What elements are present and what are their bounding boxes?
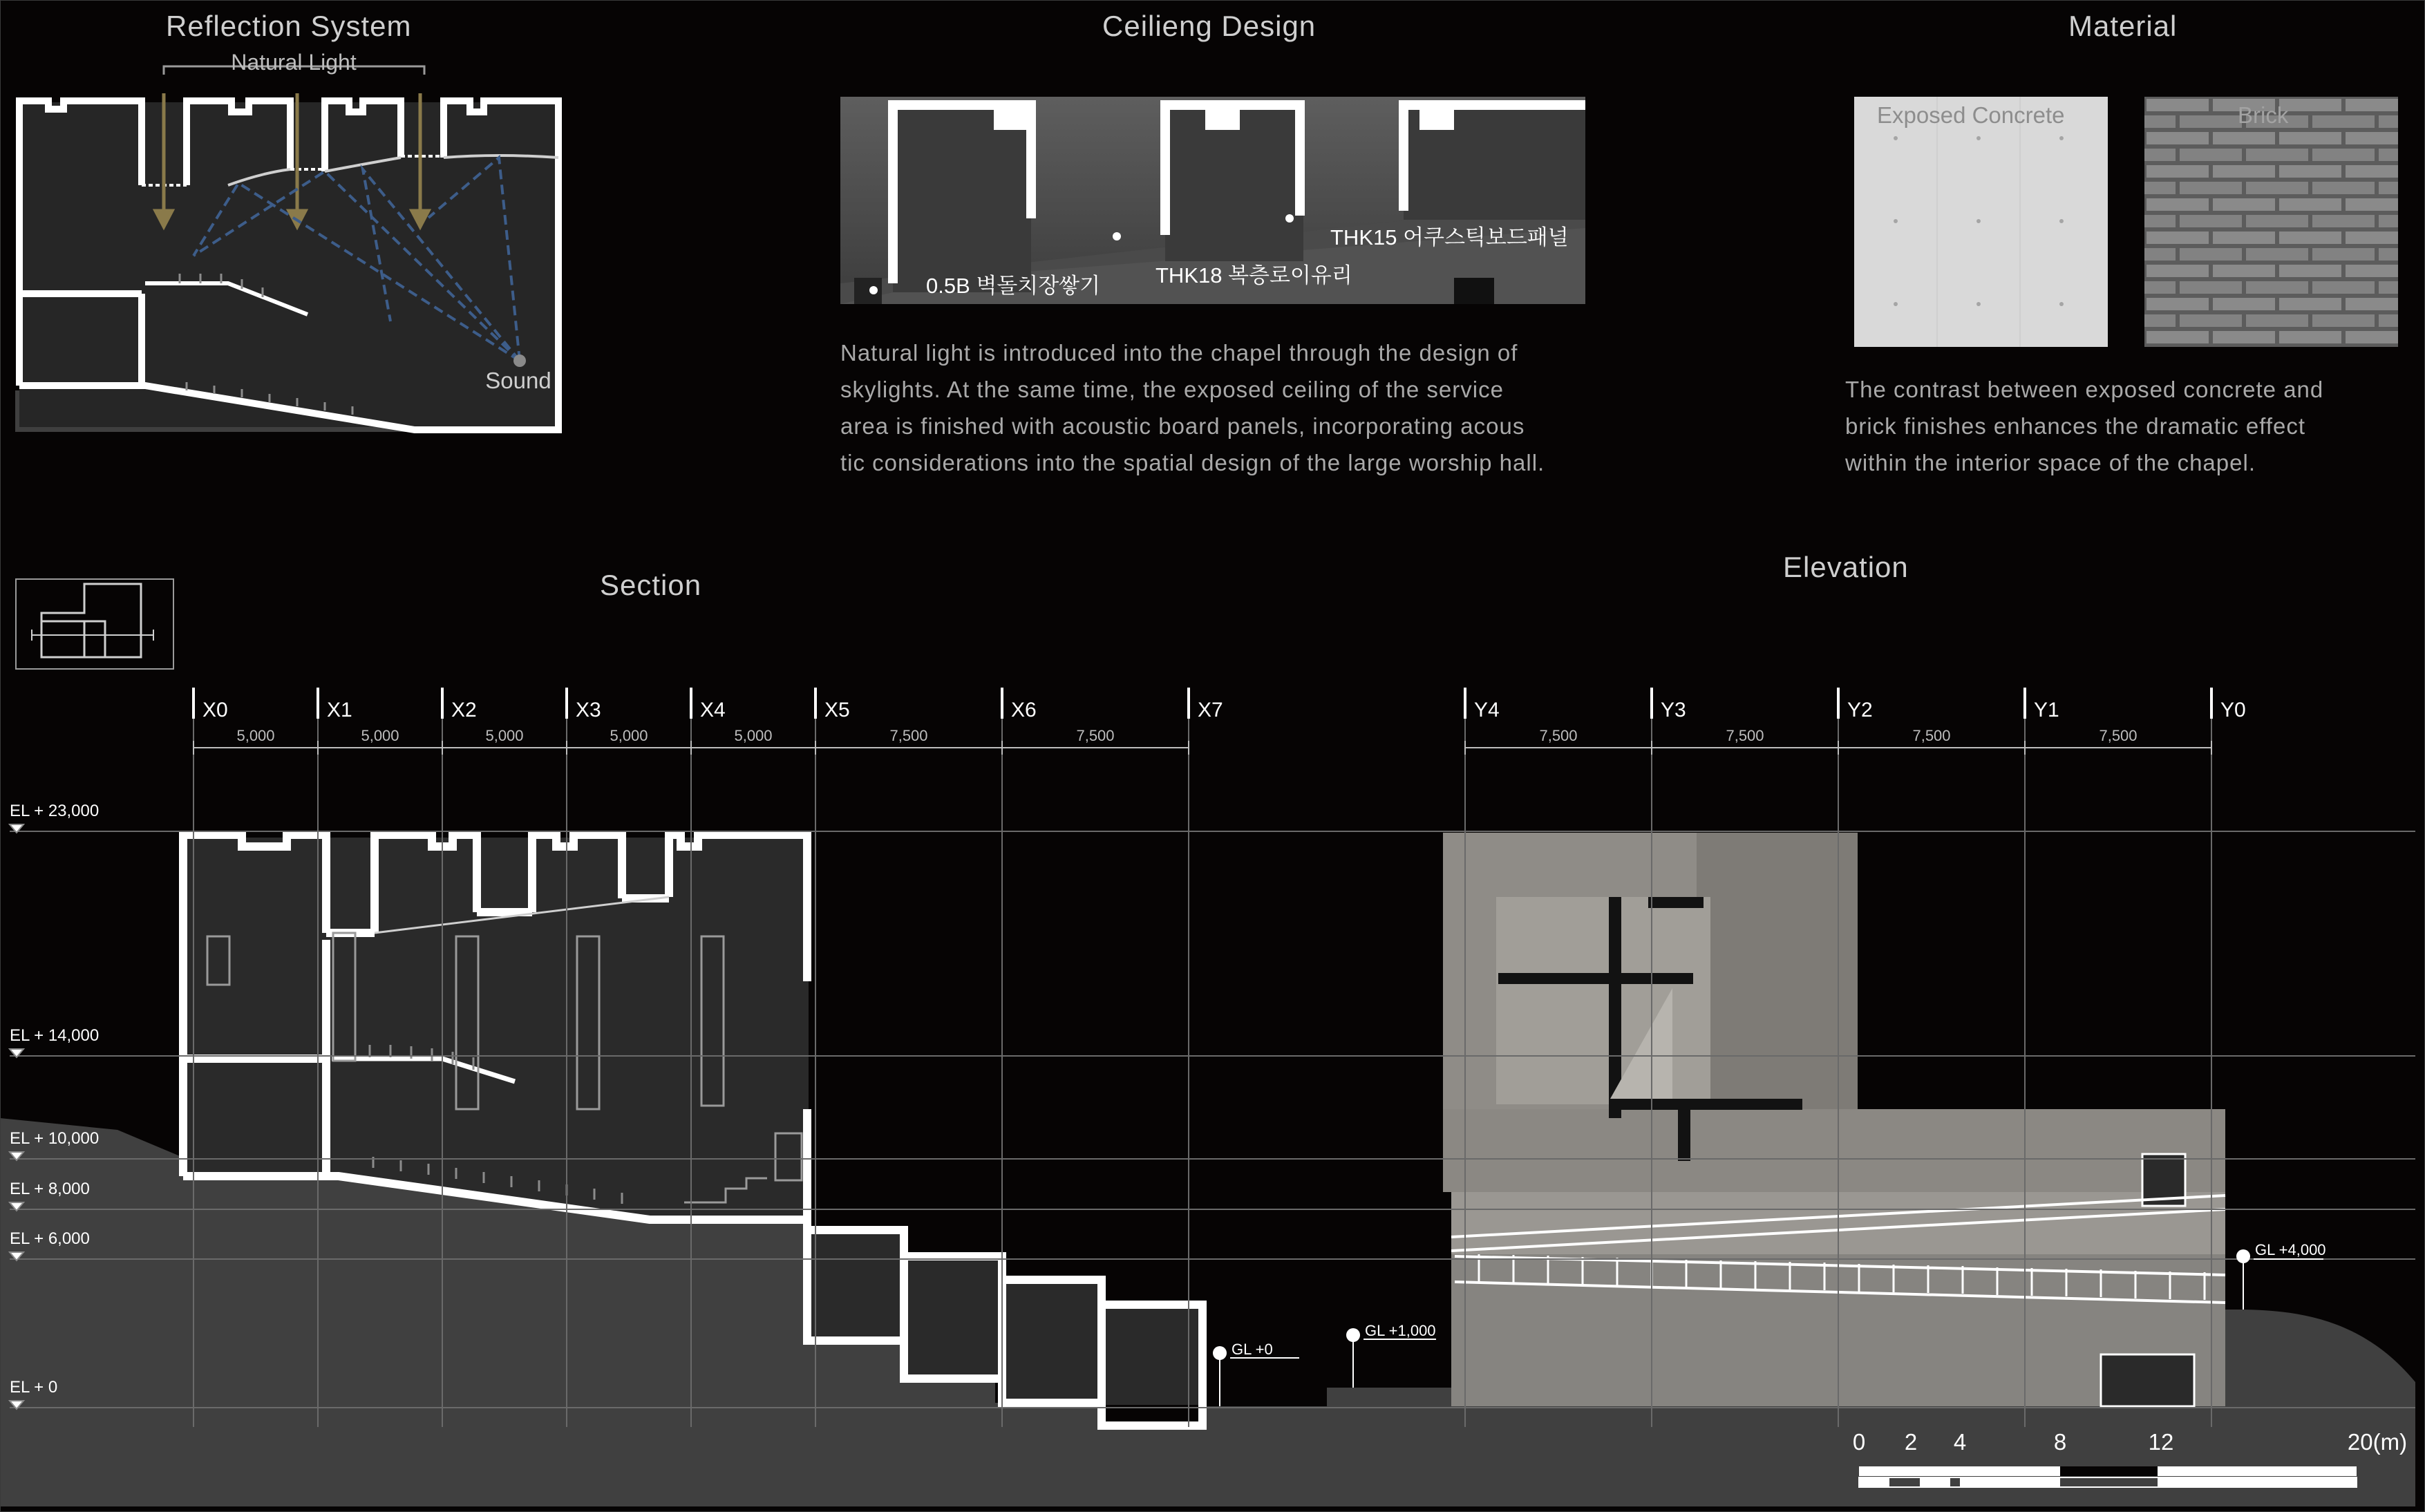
ceiling-paragraph-line: tic considerations into the spatial design of the large worship hall. (840, 450, 1545, 475)
elevation-building (1443, 833, 2225, 1406)
scale-label: 0 (1852, 1429, 1866, 1455)
section-grid-label: X6 (1011, 699, 1037, 721)
callout-low-e-glass: THK18 복층로이유리 (1155, 263, 1352, 287)
section-span-label: 5,000 (361, 727, 399, 744)
elevation-span-label: 7,500 (1726, 727, 1764, 744)
section-grid-label: X2 (451, 699, 477, 721)
scale-label: 2 (1904, 1429, 1918, 1455)
elevation-span-label: 7,500 (2099, 727, 2138, 744)
scale-label: 20(m) (2347, 1429, 2408, 1455)
level-label: EL + 6,000 (10, 1229, 90, 1248)
level-label: EL + 8,000 (10, 1180, 90, 1198)
brick-label: Brick (2238, 102, 2289, 128)
section-grid-label: X7 (1198, 699, 1223, 721)
reflection-system-title: Reflection System (166, 10, 412, 42)
exposed-concrete-label: Exposed Concrete (1877, 102, 2065, 128)
level-label: EL + 0 (10, 1378, 58, 1397)
ground-mark-gl1000 (1346, 1322, 1436, 1388)
section-grid-label: X4 (700, 699, 726, 721)
section-grid-label: X0 (202, 699, 228, 721)
scale-label: 4 (1953, 1429, 1967, 1455)
section-grid-label: X1 (327, 699, 352, 721)
material-paragraph-line: brick finishes enhances the dramatic effect (1845, 413, 2306, 439)
elevation-title: Elevation (1783, 551, 1909, 583)
section-grid-label: X5 (824, 699, 850, 721)
elevation-span-label: 7,500 (1912, 727, 1951, 744)
material-paragraph-line: The contrast between exposed concrete and (1845, 377, 2324, 402)
section-grid-label: X3 (576, 699, 601, 721)
elevation-grid-label: Y4 (1474, 699, 1500, 721)
ceiling-paragraph-line: area is finished with acoustic board panels, incorporating acous (840, 413, 1525, 439)
ceiling-design-title: Ceilieng Design (1102, 10, 1317, 42)
section-span-label: 7,500 (889, 727, 928, 744)
section-span-label: 5,000 (734, 727, 773, 744)
elevation-grid-label: Y2 (1847, 699, 1873, 721)
ground-mark-gl4000 (2236, 1241, 2326, 1310)
elevation-grid-label: Y0 (2220, 699, 2246, 721)
ground-mark-label: GL +0 (1232, 1341, 1273, 1358)
scale-label: 8 (2053, 1429, 2067, 1455)
sound-label: Sound (485, 368, 551, 393)
elevation-grid-label: Y1 (2034, 699, 2059, 721)
callout-brick: 0.5B 벽돌치장쌓기 (926, 274, 1101, 298)
section-span-label: 7,500 (1076, 727, 1115, 744)
level-label: EL + 23,000 (10, 802, 100, 820)
elevation-span-label: 7,500 (1539, 727, 1578, 744)
ground-mark-label: GL +1,000 (1365, 1322, 1436, 1339)
ceiling-paragraph-line: Natural light is introduced into the chapel through the design of (840, 340, 1518, 366)
ceiling-paragraph-line: skylights. At the same time, the exposed ceiling of the service (840, 377, 1504, 402)
material-title: Material (2068, 10, 2178, 42)
scale-label: 12 (2148, 1429, 2174, 1455)
level-label: EL + 14,000 (10, 1026, 100, 1045)
section-span-label: 5,000 (236, 727, 275, 744)
level-label: EL + 10,000 (10, 1129, 100, 1148)
section-span-label: 5,000 (610, 727, 648, 744)
section-span-label: 5,000 (485, 727, 524, 744)
section-interior (181, 838, 809, 1220)
section-title: Section (600, 569, 702, 601)
callout-acoustic-board: THK15 어쿠스틱보드패널 (1330, 225, 1569, 249)
elevation-grid-label: Y3 (1661, 699, 1686, 721)
material-paragraph-line: within the interior space of the chapel. (1845, 450, 2256, 475)
ground-mark-gl0 (1213, 1341, 1299, 1406)
ground-mark-label: GL +4,000 (2255, 1241, 2326, 1258)
natural-light-label: Natural Light (231, 50, 357, 75)
